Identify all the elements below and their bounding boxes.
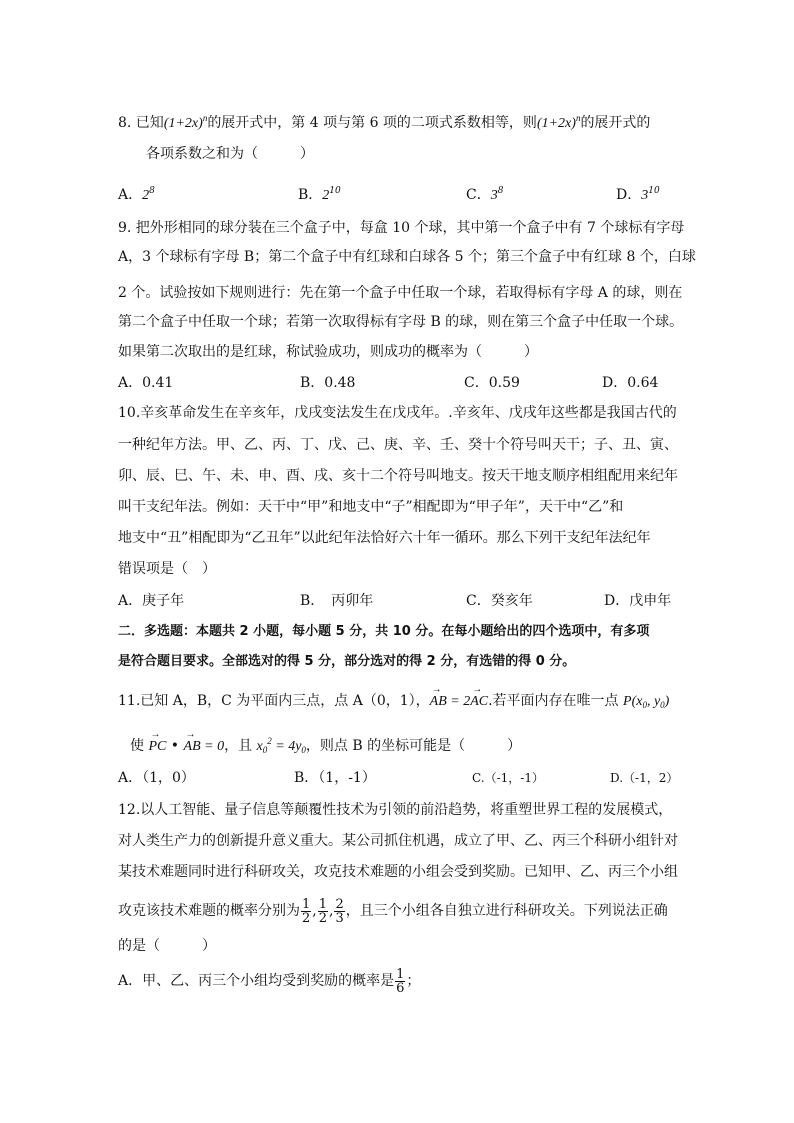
- q8-expr-2: $(1+2x)^n$: [536, 113, 581, 131]
- section2-heading-line2: 是符合题目要求。全部选对的得 5 分，部分选对的得 2 分，有选错的得 0 分。: [118, 654, 576, 669]
- q12-stem-line5: 的是（ ）: [118, 938, 216, 954]
- q8-option-c: C．$3^8$: [466, 186, 504, 203]
- equation-x0: $x_0^2 = 4y_0$: [256, 736, 306, 755]
- fraction-2: $\frac{1}{2}$: [318, 896, 328, 926]
- q12-stem-line3: 某技术难题同时进行科研攻关，攻克技术难题的小组会受到奖励。已知甲、乙、丙三个小组: [118, 864, 678, 880]
- q8-option-d: D．$3^{10}$: [616, 186, 660, 203]
- q11-option-c: C.（-1，-1）: [472, 771, 544, 785]
- q9-option-d: D．0.64: [602, 375, 659, 391]
- q10-option-d: D．戊申年: [604, 593, 672, 609]
- q8-option-a: A．$2^8$: [118, 186, 155, 203]
- point-p: $P(x_0$, $y_0$): [623, 694, 670, 710]
- fraction-3: $\frac{2}{3}$: [335, 896, 344, 926]
- q11-option-a: A．（1，0）: [118, 770, 195, 786]
- q10-stem-line3: 卯、辰、巳、午、未、申、酉、戌、亥十二个符号叫地支。按天干地支顺序相组配用来纪年: [118, 468, 678, 484]
- q8-stem-line2: 各项系数之和为（ ）: [146, 146, 314, 162]
- q11-stem-line1: 11.已知 A，B，C 为平面内三点，点 A（0，1），→ AB = 2→ AC.若平面内存在唯一点 $P(x_0$, $y_0$): [118, 691, 669, 715]
- q9-stem-line5: 如果第二次取出的是红球，称试验成功，则成功的概率为（ ）: [118, 344, 538, 360]
- q10-stem-line1: 10.辛亥革命发生在辛亥年，戊戌变法发生在戊戌年。.辛亥年、戊戌年这些都是我国古代的: [118, 405, 677, 421]
- q8-expr-1: $(1+2x)^n$: [163, 113, 208, 131]
- q9-option-c: C．0.59: [464, 375, 520, 391]
- vector-ab-2: → AB: [184, 737, 201, 757]
- q8-end: 的展开式的: [580, 115, 651, 131]
- q10-option-c: C．癸亥年: [466, 593, 533, 609]
- q8-stem-line1: [118, 108, 650, 134]
- section2-heading-line1: 二．多选题：本题共 2 小题，每小题 5 分，共 10 分。在每小题给出的四个选项中，有多项: [118, 624, 650, 639]
- q11-option-d: D.（-1，2）: [610, 771, 679, 785]
- q10-stem-line5: 地支中“丑”相配即为“乙丑年”以此纪年法恰好六十年一循环。那么下列干支纪年法纪年: [118, 530, 651, 546]
- q10-stem-line2: 一种纪年方法。甲、乙、丙、丁、戊、己、庚、辛、壬、癸十个符号叫天干；子、丑、寅、: [118, 437, 678, 453]
- q8-prefix: 8. 已知: [118, 115, 164, 131]
- fraction-1: $\frac{1}{2}$: [302, 896, 311, 926]
- q12-option-a: A．甲、乙、丙三个小组均受到奖励的概率是 $\frac{1}{6}$ ；: [118, 966, 421, 996]
- vector-pc: → PC: [148, 737, 166, 757]
- q12-stem-line4: 攻克该技术难题的概率分别为 $\frac{1}{2}$ , $\frac{1}{2}$ , $\frac{2}{3}$ ，且三个小组各自独立进行科研攻关。下列说法正确: [118, 896, 668, 926]
- q10-option-a: A．庚子年: [118, 593, 185, 609]
- q9-stem-line3: 2 个。试验按如下规则进行：先在第一个盒子中任取一个球，若取得标有字母 A 的球，则在: [118, 285, 683, 301]
- q9-option-a: A．0.41: [118, 375, 174, 391]
- q9-stem-line1: 9. 把外形相同的球分装在三个盒子中，每盒 10 个球，其中第一个盒子中有 7 个球标有字母: [118, 220, 685, 236]
- q9-stem-line2: A，3 个球标有字母 B；第二个盒子中有红球和白球各 5 个；第三个盒子中有红球 8 个，白球: [118, 249, 696, 265]
- q10-stem-line4: 叫干支纪年法。例如：天干中“甲”和地支中“子”相配即为“甲子年”，天干中“乙”和: [118, 499, 624, 515]
- q9-stem-line4: 第二个盒子中任取一个球；若第一次取得标有字母 B 的球，则在第三个盒子中任取一个球。: [118, 314, 684, 330]
- q9-option-b: B．0.48: [300, 375, 356, 391]
- q12-stem-line1: 12.以人工智能、量子信息等颠覆性技术为引领的前沿趋势，将重塑世界工程的发展模式，: [118, 802, 673, 818]
- q8-mid: 的展开式中，第 4 项与第 6 项的二项式系数相等，则: [207, 115, 537, 131]
- q10-option-b: B． 丙卯年: [300, 593, 374, 609]
- vector-ac: → AC: [470, 692, 488, 712]
- q10-stem-line6: 错误项是（ ）: [118, 561, 216, 577]
- q11-option-b: B．（1，-1）: [294, 770, 376, 786]
- vector-ab: → AB: [430, 692, 447, 712]
- fraction-option-a: $\frac{1}{6}$: [396, 966, 405, 996]
- q8-option-b: B．$2^{10}$: [298, 186, 341, 203]
- q12-stem-line2: 对人类生产力的创新提升意义重大。某公司抓住机遇，成立了甲、乙、丙三个科研小组针对: [118, 833, 678, 849]
- q11-stem-line2: 使 → PC • → AB = 0，且 $x_0^2 = 4y_0$，则点 B 的坐标可能是（ ）: [130, 731, 521, 760]
